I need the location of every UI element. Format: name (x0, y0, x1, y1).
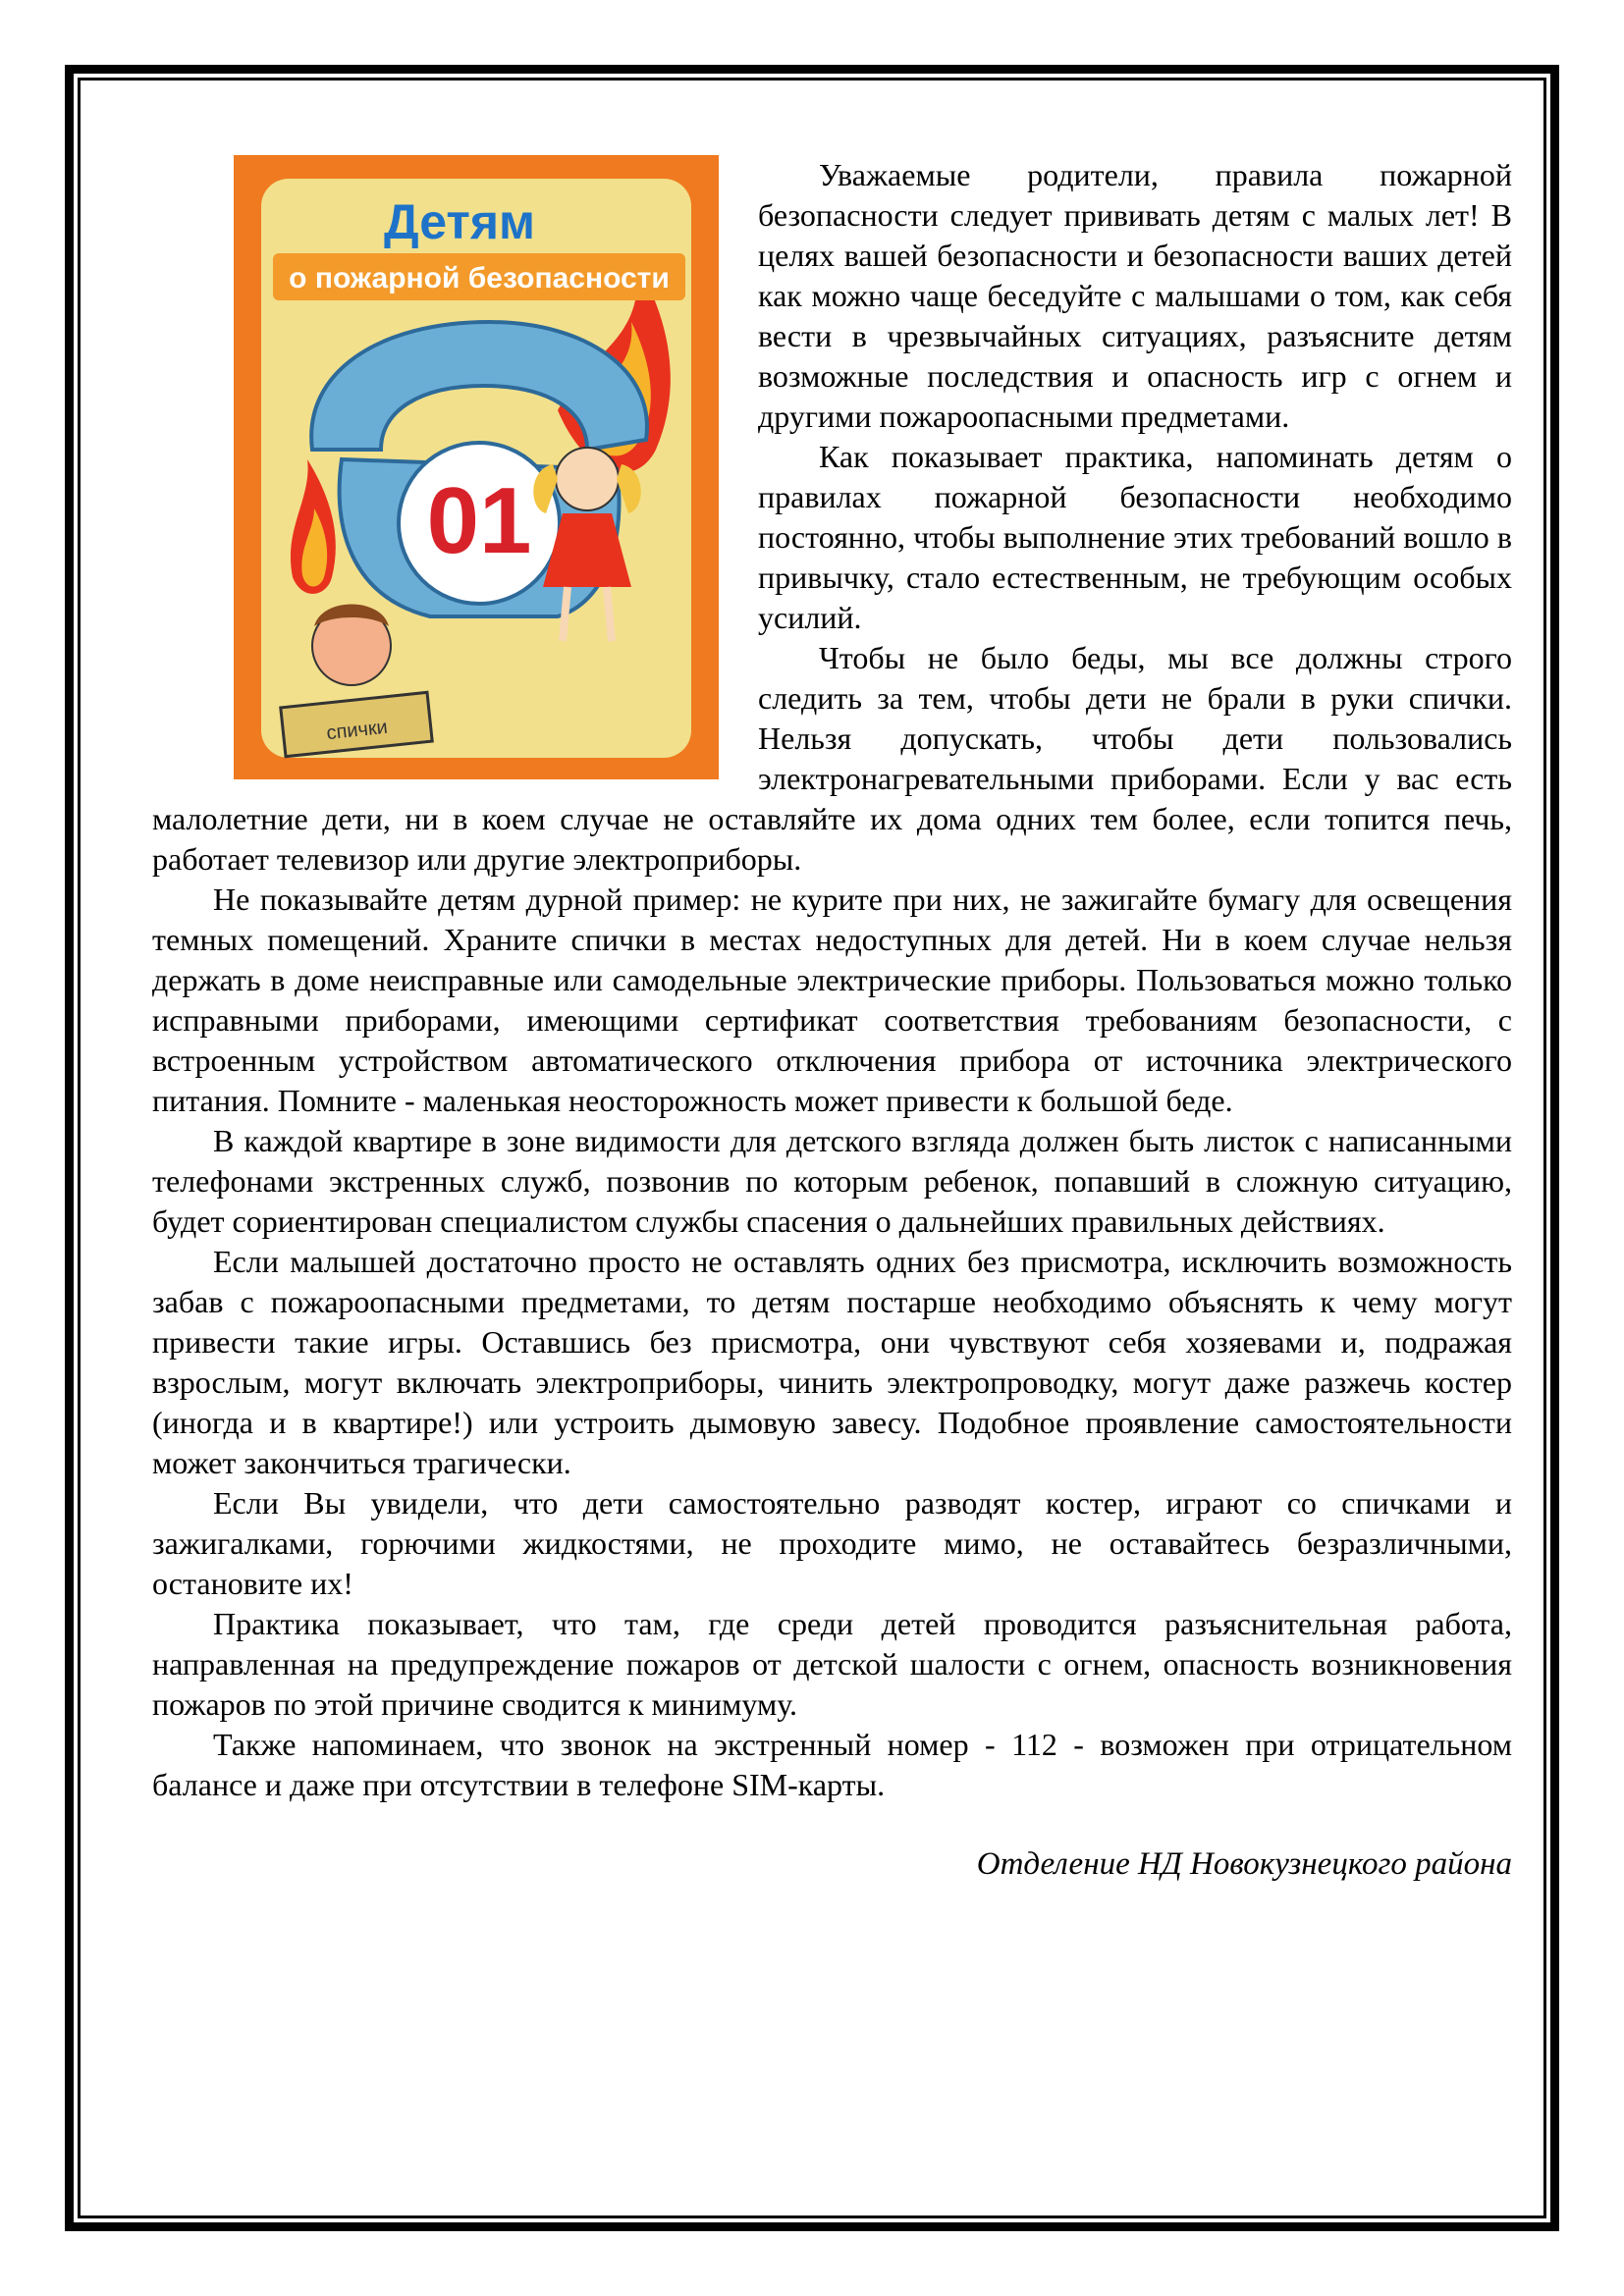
girl-leg (563, 587, 568, 641)
signature: Отделение НД Новокузнецкого района (976, 1846, 1512, 1882)
paragraph: Практика показывает, что там, где среди детей проводится разъяснительная работа, направленная на предупреждение пожаров от детской шалости с огнем, опасность возникновения пожаров по этой причине сводится к минимуму. (152, 1606, 1512, 1722)
document-body (152, 155, 1512, 1885)
poster-subtitle: о пожарной безопасности (289, 262, 670, 294)
girl-leg (607, 587, 612, 641)
poster-illustration (234, 155, 719, 779)
phone-number-label: 01 (426, 468, 532, 573)
fire-safety-poster (234, 155, 719, 779)
paragraph: В каждой квартире в зоне видимости для детского взгляда должен быть листок с написанными телефонами экстренных служб, позвонив по которым ребенок, попавший в сложную ситуацию, будет сориентирован специалистом службы спасения о дальнейших правильных действиях. (152, 1123, 1512, 1239)
girl-head (556, 448, 619, 510)
paragraph: Если малышей достаточно просто не оставлять одних без присмотра, исключить возможность забав с пожароопасными предметами, то детям постарше необходимо объяснять к чему могут привести такие игры. Оставшись без присмотра, они чувствуют себя хозяевами и, подражая взрослым, могут включать электроприборы, чинить электропроводку, могут даже разжечь костер (иногда и в квартире!) или устроить дымовую завесу. Подобное проявление самостоятельности может закончиться трагически. (152, 1244, 1512, 1480)
paragraph: Как показывает практика, напоминать детям о правилах пожарной безопасности необходимо постоянно, чтобы выполнение этих требований вошло в привычку, стало естественным, не требующим особых усилий. (758, 439, 1512, 635)
paragraph: Чтобы не было беды, мы все должны строго следить за тем, чтобы дети не брали в руки спички. Нельзя допускать, чтобы дети пользовались электронагревательными приборами. Если у вас есть малолетние дети, ни в коем случае не оставляйте их дома одних тем более, если топится печь, работает телевизор или другие электроприборы. (152, 640, 1512, 877)
paragraph: Уважаемые родители, правила пожарной безопасности следует прививать детям с малых лет! В целях вашей безопасности и безопасности ваших детей как можно чаще беседуйте с малышами о том, как себя вести в чрезвычайных ситуациях, разъясните детям возможные последствия и опасность игр с огнем и другими пожароопасными предметами. (758, 157, 1512, 434)
matchbox-label: спички (325, 716, 389, 745)
poster-title: Детям (383, 194, 536, 249)
paragraph: Не показывайте детям дурной пример: не курите при них, не зажигайте бумагу для освещения темных помещений. Храните спички в местах недоступных для детей. Ни в коем случае нельзя держать в доме неисправные или самодельные электрические приборы. Пользоваться можно только исправными приборами, имеющими сертификат соответствия требованиям безопасности, с встроенным устройством автоматического отключения прибора от источника электрического питания. Помните - маленькая неосторожность может привести к большой беде. (152, 881, 1512, 1118)
paragraph: Также напоминаем, что звонок на экстренный номер - 112 - возможен при отрицательном балансе и даже при отсутствии в телефоне SIM-карты. (152, 1727, 1512, 1802)
paragraph: Если Вы увидели, что дети самостоятельно разводят костер, играют со спичками и зажигалками, горючими жидкостями, не проходите мимо, не оставайтесь безразличными, остановите их! (152, 1485, 1512, 1601)
